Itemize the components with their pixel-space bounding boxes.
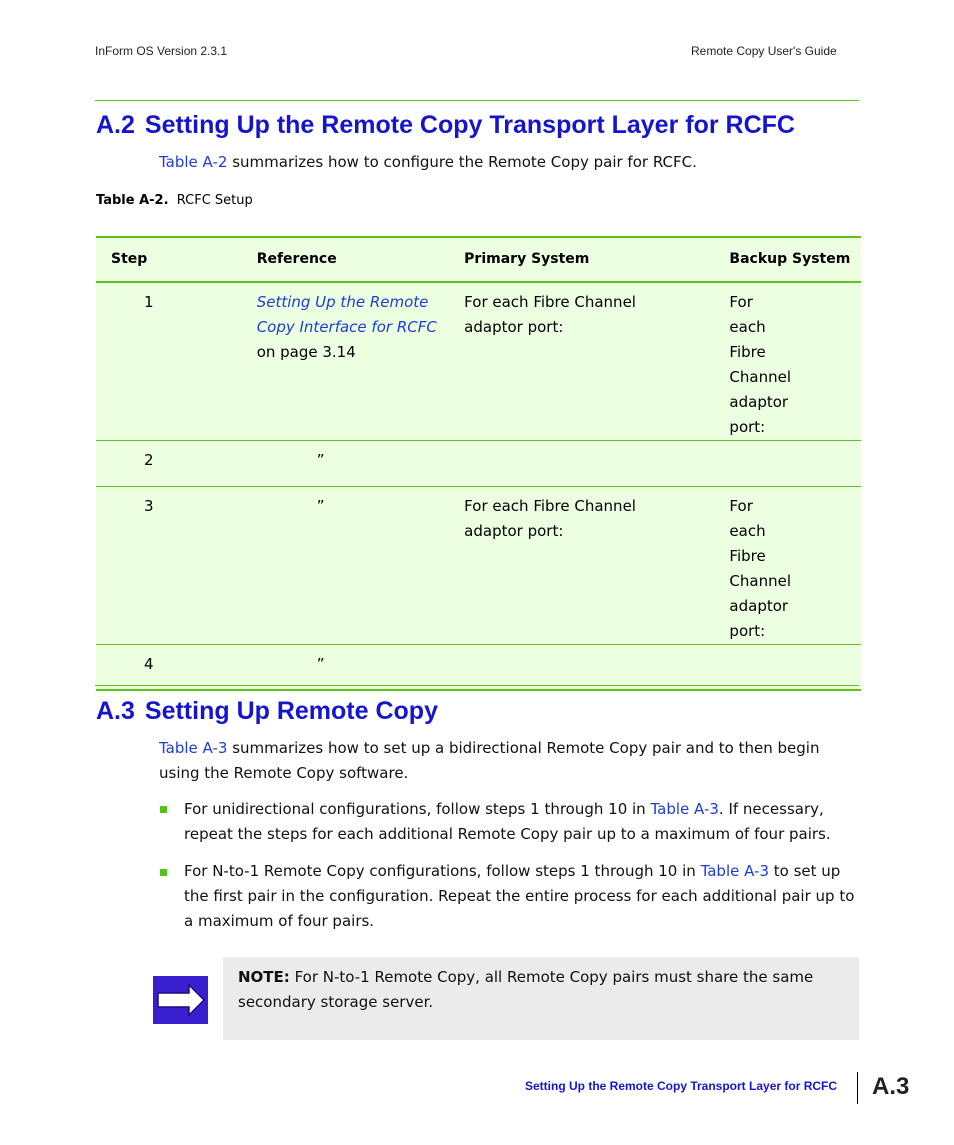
table-row <box>96 282 861 441</box>
page-number: A.3 <box>872 1073 910 1100</box>
list-item <box>184 859 859 934</box>
running-header-right: Remote Copy User's Guide <box>691 44 837 58</box>
step-cell: 4 <box>144 655 154 673</box>
table-row <box>96 487 861 645</box>
primary-cell <box>464 645 729 691</box>
table-row <box>96 645 861 691</box>
section-title: Setting Up the Remote Copy Transport Layer for RCFC <box>144 111 795 139</box>
footer-section-title: Setting Up the Remote Copy Transport Layer for RCFC <box>525 1079 838 1093</box>
table-a3-link[interactable]: Table A-3 <box>700 862 770 880</box>
reference-tail: on page 3.14 <box>256 343 356 361</box>
section-intro <box>159 736 859 786</box>
table-a3-link[interactable]: Table A-3 <box>650 800 719 818</box>
bullet-text: For unidirectional configurations, follow steps 1 through 10 in <box>184 800 651 818</box>
section-divider <box>95 685 859 686</box>
step-cell: 1 <box>144 293 154 311</box>
reference-cell <box>257 282 464 441</box>
running-header-left: InForm OS Version 2.3.1 <box>95 44 228 58</box>
section-heading-a3 <box>96 697 438 726</box>
primary-cell: For each Fibre Channel adaptor port: <box>464 293 636 336</box>
table-caption-text: RCFC Setup <box>176 193 253 208</box>
column-header-primary: Primary System <box>464 251 590 267</box>
section-divider <box>95 100 859 101</box>
backup-cell <box>729 441 861 487</box>
section-number: A.2 <box>96 111 135 139</box>
table-row <box>96 441 861 487</box>
table-caption <box>96 193 253 208</box>
section-title: Setting Up Remote Copy <box>144 697 438 725</box>
bullet-text: For N-to-1 Remote Copy configurations, follow steps 1 through 10 in <box>184 862 701 880</box>
primary-cell: For each Fibre Channel adaptor port: <box>464 497 636 540</box>
backup-cell: For each Fibre Channel adaptor port: <box>729 293 792 436</box>
note-label: NOTE: <box>238 968 290 986</box>
column-header-backup: Backup System <box>729 251 851 267</box>
bullet-marker <box>160 869 167 876</box>
section-intro <box>159 150 859 175</box>
table-caption-label: Table A-2. <box>96 193 169 208</box>
rcfc-setup-table <box>96 236 861 691</box>
list-item <box>184 797 859 847</box>
primary-cell <box>464 441 729 487</box>
table-a3-link[interactable]: Table A-3 <box>159 739 228 757</box>
intro-text: summarizes how to configure the Remote Copy pair for RCFC. <box>227 153 697 171</box>
column-header-step: Step <box>111 251 148 267</box>
backup-cell: For each Fibre Channel adaptor port: <box>729 497 792 640</box>
section-number: A.3 <box>96 697 135 725</box>
bullet-marker <box>160 806 167 813</box>
column-header-reference: Reference <box>256 251 337 267</box>
bullet-text: . If necessary, repeat the steps for each additional Remote Copy pair up to a maximum of four pairs. <box>184 800 831 843</box>
step-cell: 2 <box>144 451 154 469</box>
table-header-row <box>96 237 861 282</box>
ditto-mark: ” <box>316 655 325 673</box>
table-a2-link[interactable]: Table A-2 <box>159 153 228 171</box>
bullet-text: to set up the first pair in the configuration. Repeat the entire process for each additional pair up to a maximum of four pairs. <box>184 862 855 930</box>
note-text <box>238 965 838 1015</box>
ditto-mark: ” <box>316 451 325 469</box>
backup-cell <box>729 645 861 691</box>
note-arrow-icon <box>153 976 208 1024</box>
footer-divider <box>857 1072 858 1104</box>
section-heading-a2 <box>96 111 795 140</box>
note-body: For N-to-1 Remote Copy, all Remote Copy pairs must share the same secondary storage server. <box>238 968 814 1011</box>
ditto-mark: ” <box>316 497 325 515</box>
note-box <box>223 957 859 1040</box>
reference-link[interactable]: Setting Up the Remote Copy Interface for RCFC <box>256 293 437 336</box>
step-cell: 3 <box>144 497 154 515</box>
intro-text: summarizes how to set up a bidirectional Remote Copy pair and to then begin using the Remote Copy software. <box>159 739 820 782</box>
